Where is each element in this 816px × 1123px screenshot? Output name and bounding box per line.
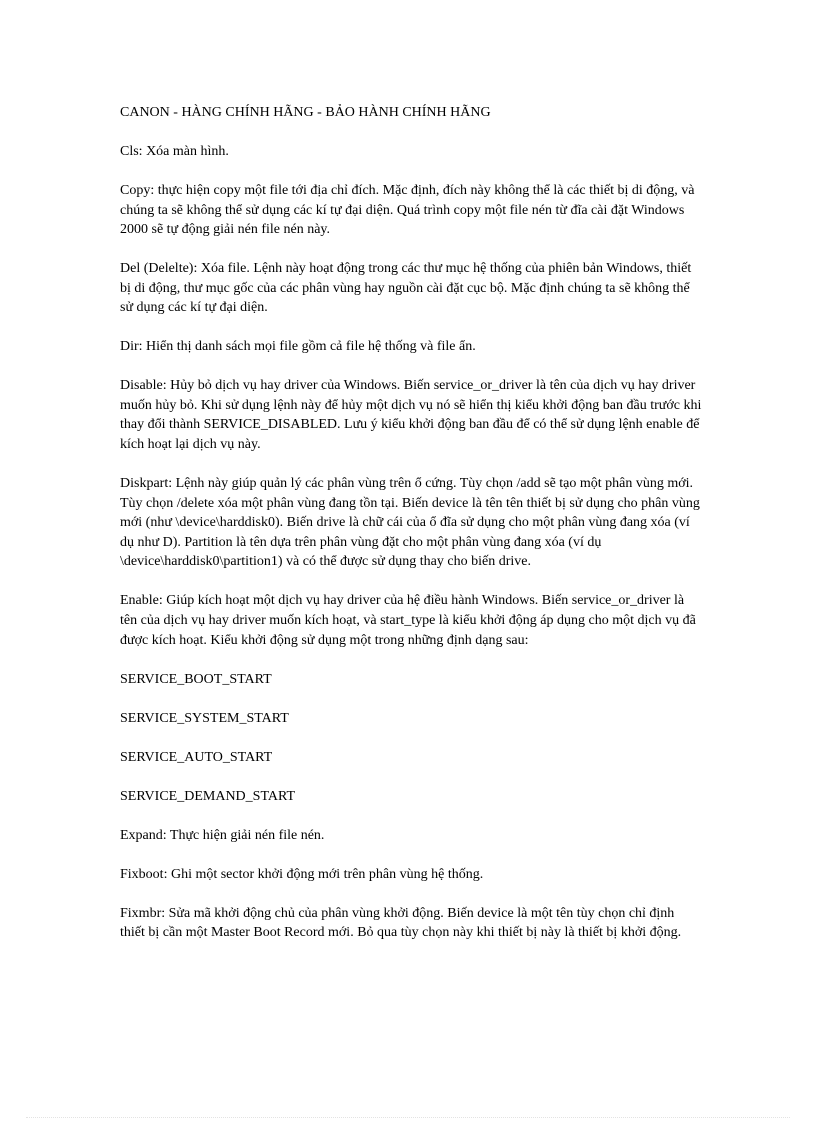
document-title: CANON - HÀNG CHÍNH HÃNG - BẢO HÀNH CHÍNH HÃNG: [120, 105, 491, 120]
paragraph-cls: Cls: Xóa màn hình.: [120, 143, 229, 159]
paragraph-copy: Copy: thực hiện copy một file tới địa chỉ đích. Mặc định, đích này không thể là các thiết bị di động, và chúng ta sẽ không thể sử dụng các kí tự đại diện. Quá trình copy một file nén từ đĩa cài đặt Windows 2000 sẽ tự động giải nén file nén này.: [120, 182, 695, 238]
service-demand-start: SERVICE_DEMAND_START: [120, 788, 296, 804]
paragraph-diskpart: Diskpart: Lệnh này giúp quản lý các phân vùng trên ổ cứng. Tùy chọn /add sẽ tạo một phân vùng mới. Tùy chọn /delete xóa một phân vùng đang tồn tại. Biến device là tên tên thiết bị sử dụng cho phân vùng mới (như \device\harddisk0). Biến drive là chữ cái của ổ đĩa sử dụng cho một phân vùng đang xóa (ví dụ như D). Partition là tên dựa trên phân vùng đặt cho một phân vùng đang xóa (ví dụ \device\harddisk0\partition1) và có thể được sử dụng thay cho biến drive.: [120, 476, 700, 570]
service-auto-start: SERVICE_AUTO_START: [120, 749, 273, 765]
service-boot-start: SERVICE_BOOT_START: [120, 671, 272, 687]
paragraph-expand: Expand: Thực hiện giải nén file nén.: [120, 827, 325, 843]
page-bottom-divider: [26, 1117, 790, 1118]
paragraph-fixmbr: Fixmbr: Sửa mã khởi động chủ của phân vùng khởi động. Biến device là một tên tùy chọn chỉ định thiết bị cần một Master Boot Record mới. Bỏ qua tùy chọn này khi thiết bị này là thiết bị khởi động.: [120, 905, 682, 941]
paragraph-fixboot: Fixboot: Ghi một sector khởi động mới trên phân vùng hệ thống.: [120, 866, 484, 882]
paragraph-del: Del (Delelte): Xóa file. Lệnh này hoạt động trong các thư mục hệ thống của phiên bản Windows, thiết bị di động, thư mục gốc của các phân vùng hay nguồn cài đặt cục bộ. Mặc định chúng ta sẽ không thể sử dụng các kí tự đại diện.: [120, 261, 692, 316]
paragraph-disable: Disable: Hủy bỏ dịch vụ hay driver của Windows. Biến service_or_driver là tên của dịch vụ hay driver muốn hủy bỏ. Khi sử dụng lệnh này để hủy một dịch vụ nó sẽ hiển thị kiểu khởi động ban đầu trước khi thay đổi thành SERVICE_DISABLED. Lưu ý kiểu khởi động ban đầu để có thể sử dụng lệnh enable để kích hoạt lại dịch vụ này.: [120, 378, 702, 453]
paragraph-enable: Enable: Giúp kích hoạt một dịch vụ hay driver của hệ điều hành Windows. Biến service_or_driver là tên của dịch vụ hay driver muốn kích hoạt, và start_type là kiểu khởi động áp dụng cho một dịch vụ đã được kích hoạt. Kiểu khởi động sử dụng một trong những định dạng sau:: [120, 593, 696, 648]
paragraph-dir: Dir: Hiển thị danh sách mọi file gồm cả file hệ thống và file ẩn.: [120, 339, 476, 355]
document-body: [120, 103, 702, 962]
service-system-start: SERVICE_SYSTEM_START: [120, 710, 289, 726]
